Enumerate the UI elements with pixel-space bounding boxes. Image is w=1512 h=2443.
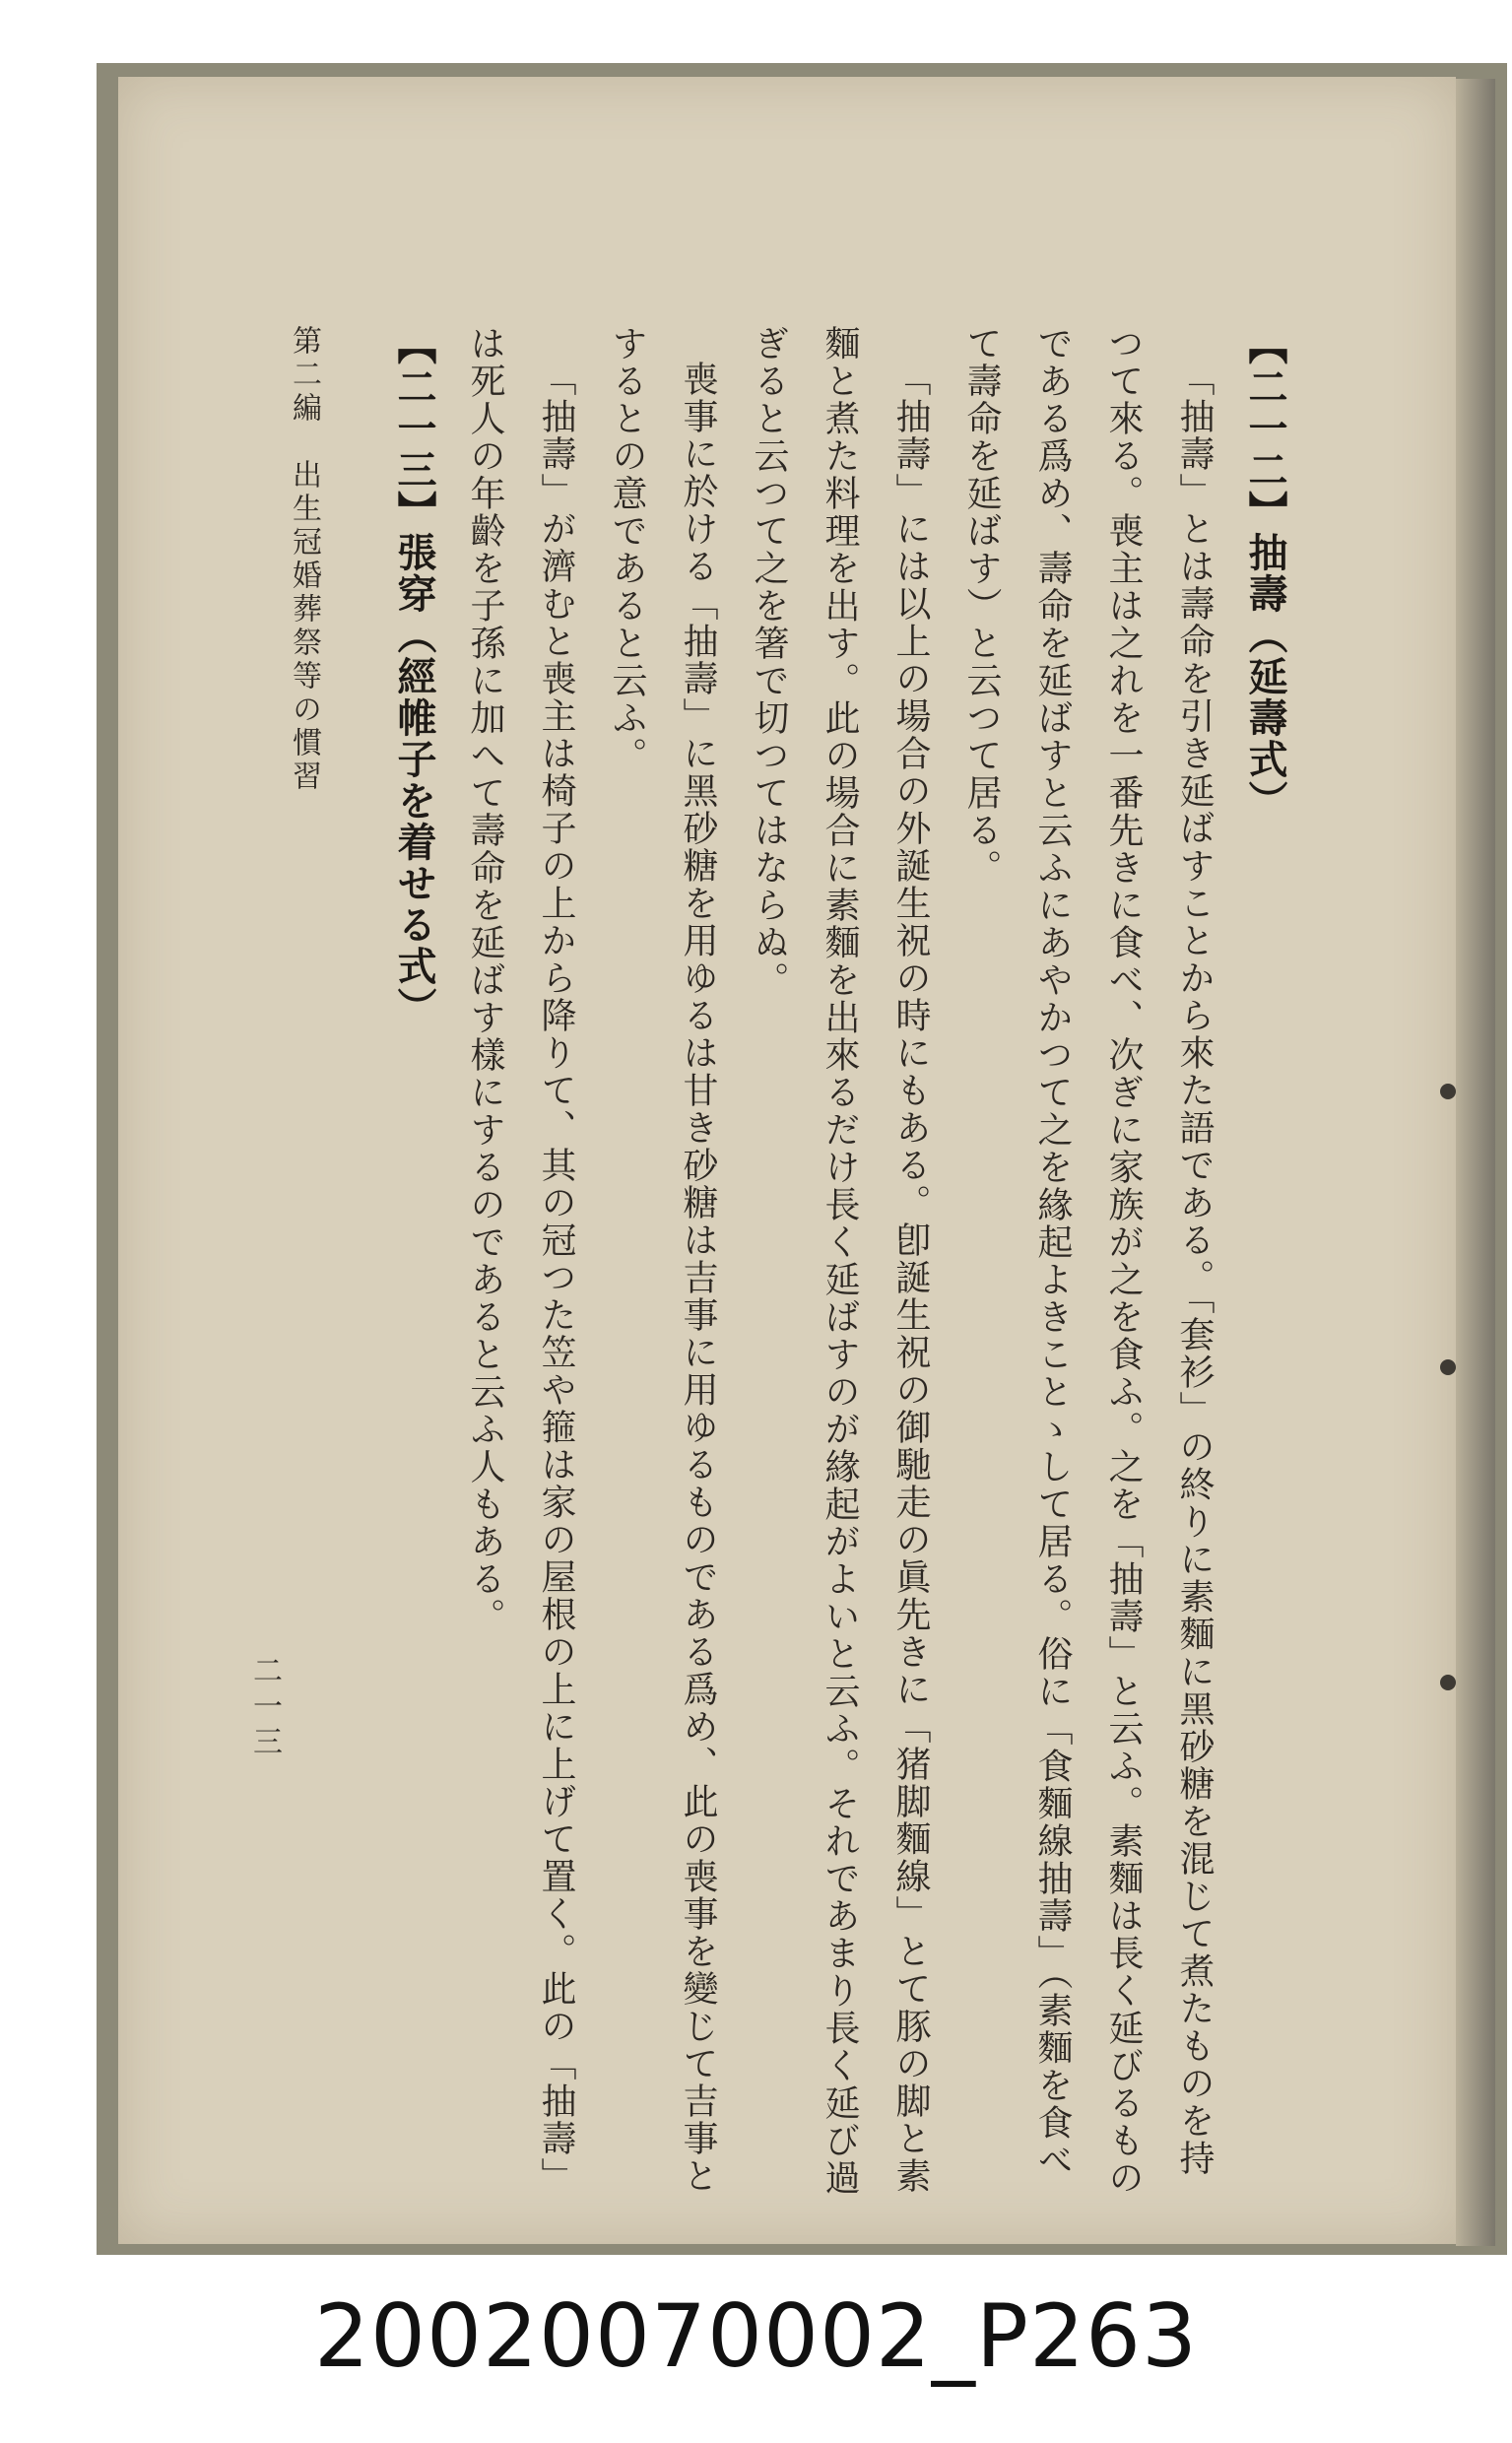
section-heading-213 [378, 325, 449, 2197]
section-heading-212 [1229, 325, 1300, 2197]
section-number: 【二一三】 [391, 325, 436, 532]
vertical-text-body [197, 325, 1300, 2197]
binding-hole [1440, 1675, 1456, 1690]
paragraph: 「抽壽」とは壽命を引き延ばすことから來た語である。「套衫」の終りに素麵に黑砂糖を混じて煮たものを持つて來る。喪主は之れを一番先きに食べ、次ぎに家族が之を食ふ。之を「抽壽」と云ふ。素麵は長く延びるものである爲め、壽命を延ばすと云ふにあやかつて之を緣起よきことゝして居る。俗に「食麵線抽壽」（素麵を食べて壽命を延ばす）と云つて居る。 [961, 325, 1215, 2197]
paragraph: 「抽壽」には以上の場合の外誕生祝の時にもある。卽誕生祝の御馳走の眞先きに「猪脚麵線」とて豚の脚と素麵と煮た料理を出す。此の場合に素麵を出來るだけ長く延ばすのが緣起がよいと云ふ。それであまり長く延び過ぎると云つて之を箸で切つてはならぬ。 [749, 325, 931, 2197]
section-number: 【二一二】 [1242, 325, 1287, 532]
running-head: 第二編 出生冠婚葬祭等の慣習 [287, 325, 321, 794]
section-title: 張穿（經帷子を着せる式） [391, 532, 436, 1028]
image-caption: 20020070002_P263 [314, 2285, 1198, 2387]
paragraph: 「抽壽」が濟むと喪主は椅子の上から降りて、其の冠つた笠や箍は家の屋根の上に上げて置く。此の「抽壽」は死人の年齡を子孫に加へて壽命を延ばす樣にするのであると云ふ人もある。 [465, 325, 576, 2195]
binding-hole [1440, 1359, 1456, 1375]
binding-hole [1440, 1084, 1456, 1099]
section-title: 抽壽（延壽式） [1242, 532, 1287, 822]
page-edge [1456, 79, 1495, 2246]
page-number: 二一三 [247, 1655, 282, 1761]
paragraph: 喪事に於ける「抽壽」に黑砂糖を用ゆるは甘き砂糖は吉事に用ゆるものである爲め、此の喪事を變じて吉事とするとの意であると云ふ。 [607, 325, 718, 2195]
